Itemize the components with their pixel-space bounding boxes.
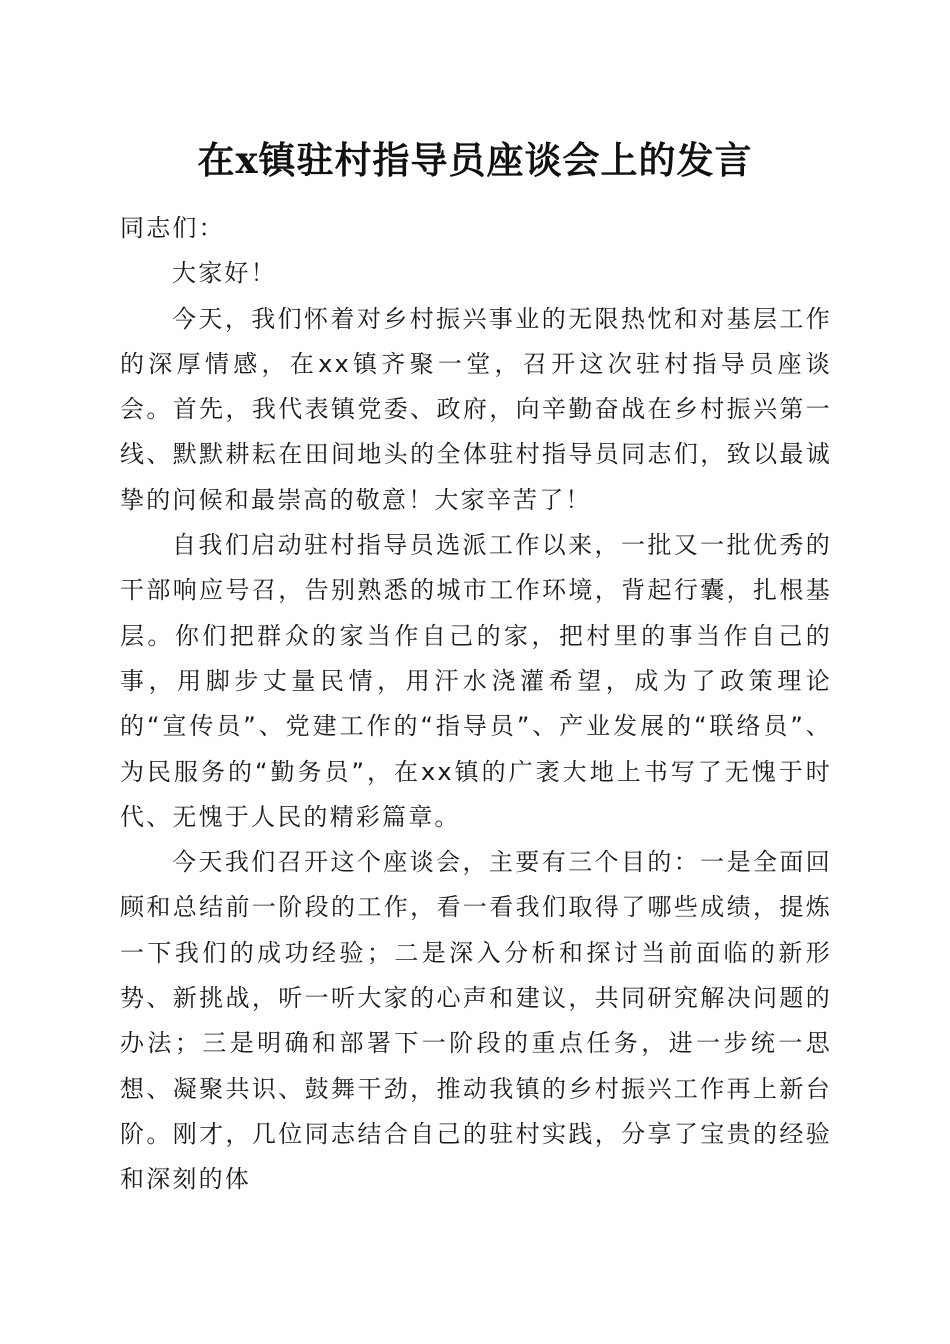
document-title: 在x镇驻村指导员座谈会上的发言 xyxy=(197,138,753,182)
paragraph-greeting: 大家好！ xyxy=(172,259,277,288)
salutation: 同志们： xyxy=(120,214,225,242)
paragraph-purpose: 今天我们召开这个座谈会，主要有三个目的：一是全面回顾和总结前一阶段的工作，看一看我们取得了哪些成绩，提炼一下我们的成功经验；二是深入分析和探讨当前面临的新形势、新挑战，听一听大家的心声和建议，共同研究解决问题的办法；三是明确和部署下一阶段的重点任务，进一步统一思想、凝聚共识、鼓舞干劲，推动我镇的乡村振兴工作再上新台阶。刚才，几位同志结合自己的驻村实践，分享了宝贵的经验和深刻的体 xyxy=(120,848,832,1194)
paragraph-opening: 今天，我们怀着对乡村振兴事业的无限热忱和对基层工作的深厚情感，在xx镇齐聚一堂，召开这次驻村指导员座谈会。首先，我代表镇党委、政府，向辛勤奋战在乡村振兴第一线、默默耕耘在田间地头的全体驻村指导员同志们，致以最诚挚的问候和最崇高的敬意！大家辛苦了！ xyxy=(120,304,832,514)
document-body xyxy=(120,206,832,1203)
paragraph-achievements: 自我们启动驻村指导员选派工作以来，一批又一批优秀的干部响应号召，告别熟悉的城市工作环境，背起行囊，扎根基层。你们把群众的家当作自己的家，把村里的事当作自己的事，用脚步丈量民情，用汗水浇灌希望，成为了政策理论的“宣传员”、党建工作的“指导员”、产业发展的“联络员”、为民服务的“勤务员”，在xx镇的广袤大地上书写了无愧于时代、无愧于人民的精彩篇章。 xyxy=(120,531,832,831)
